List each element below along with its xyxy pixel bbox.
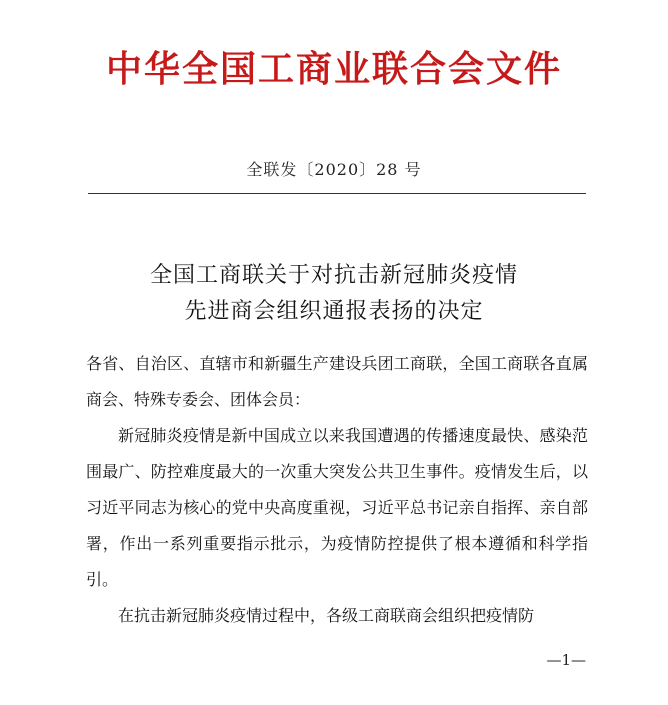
- addressee-paragraph: 各省、自治区、直辖市和新疆生产建设兵团工商联，全国工商联各直属商会、特殊专委会、团体会员：: [86, 354, 588, 409]
- body-paragraph-2: 在抗击新冠肺炎疫情过程中，各级工商联商会组织把疫情防: [118, 606, 535, 625]
- document-body: [86, 346, 588, 634]
- document-title-line-2: 先进商会组织通报表扬的决定: [184, 299, 484, 324]
- document-title-line-1: 全国工商联关于对抗击新冠肺炎疫情: [149, 263, 518, 288]
- document-title: [0, 258, 668, 330]
- document-number: 全联发〔2020〕28 号: [246, 160, 422, 179]
- header-divider: [88, 193, 586, 194]
- body-paragraph-1: 新冠肺炎疫情是新中国成立以来我国遭遇的传播速度最快、感染范围最广、防控难度最大的一次重大突发公共卫生事件。疫情发生后，以习近平同志为核心的党中央高度重视，习近平总书记亲自指挥、亲自部署，作出一系列重要指示批示，为疫情防控提供了根本遵循和科学指引。: [86, 426, 588, 589]
- page-number: —1—: [546, 651, 586, 669]
- document-header-title: 中华全国工商业联合会文件: [105, 49, 562, 90]
